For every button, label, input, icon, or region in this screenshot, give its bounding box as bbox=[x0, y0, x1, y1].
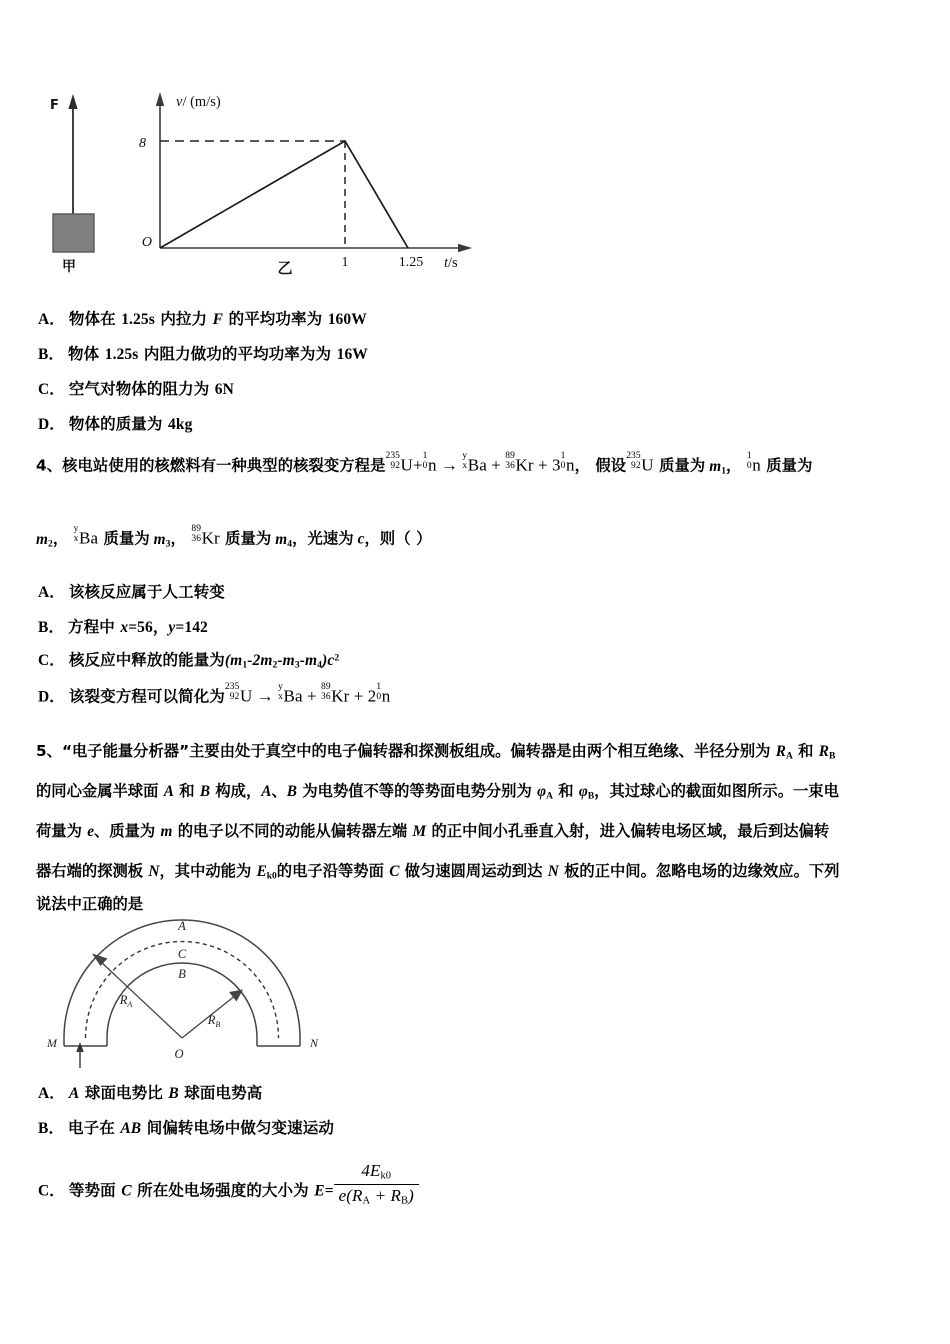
figure-velocity-time-graph bbox=[40, 62, 510, 287]
vt-graph bbox=[139, 92, 472, 277]
label-O: O bbox=[174, 1047, 184, 1061]
q3-option-b: B． 物体 1.25s 内阻力做功的平均功率为为 16W bbox=[38, 345, 368, 363]
figure-hemispherical-analyser bbox=[42, 916, 332, 1076]
q4-option-c-label: C． bbox=[38, 652, 65, 669]
q4-stem-line2: $m_2$， y x Ba 质量为 $m_3$， 89 36 Kr 质量为 $m_4$，光速为 c，则（ ） bbox=[36, 524, 432, 550]
x-axis-label: t/s bbox=[444, 255, 458, 271]
nuclide-kr-m4: 89 36 Kr bbox=[191, 524, 220, 548]
label-B: B bbox=[178, 967, 186, 981]
q4-option-d: D． 该裂变方程可以简化为 235 92 U → y x Ba + 89 36 Kr + 2 1 0 n bbox=[38, 682, 391, 706]
y-axis-label: v/ (m/s) bbox=[176, 94, 221, 110]
q3-option-d: D． 物体的质量为 4kg bbox=[38, 415, 193, 433]
q4-option-a-label: A． bbox=[38, 584, 65, 601]
label-M: M bbox=[47, 1036, 57, 1050]
nuclide-n-m2: 1 0 n bbox=[746, 451, 761, 475]
figure-caption-yi: 乙 bbox=[277, 259, 293, 277]
q3-option-d-label: D． bbox=[38, 416, 65, 433]
nuclide-u235-d: 235 92 U bbox=[224, 682, 253, 706]
label-N: N bbox=[309, 1036, 319, 1050]
q5-option-c-label: C． bbox=[38, 1182, 65, 1200]
q4-number: 4、 bbox=[36, 456, 63, 475]
q5-body-line-3: 荷量为 e、质量为 m 的电子以不同的动能从偏转器左端 M 的正中间小孔垂直入射，进入偏转电场区域，最后到达偏转 bbox=[36, 822, 830, 840]
nuclide-ba: y x Ba bbox=[462, 451, 487, 475]
q5-option-b: B． 电子在 AB 间偏转电场中做匀变速运动 bbox=[38, 1119, 334, 1137]
nuclide-n-d: 1 0 n bbox=[376, 682, 391, 706]
label-A: A bbox=[178, 919, 186, 933]
q5-body-line-2: 的同心金属半球面 A 和 B 构成，A、B 为电势值不等的等势面电势分别为 $\varphi_A$ 和 $\varphi_B$，其过球心的截面如图所示。一束电 bbox=[36, 782, 839, 802]
field-strength-formula: $\frac{4E_{k0}}{e(R_A + R_B)}$ bbox=[334, 1161, 419, 1209]
q5-option-a: A． A 球面电势比 B 球面电势高 bbox=[38, 1084, 263, 1102]
q4-option-a: A． 该核反应属于人工转变 bbox=[38, 583, 225, 601]
q3-option-a: A． 物体在 1.25s 内拉力 F 的平均功率为 160W bbox=[38, 310, 367, 328]
q4-option-b: B． 方程中 x=56，y=142 bbox=[38, 618, 208, 636]
nuclide-n2: 1 0 n bbox=[560, 451, 575, 475]
q4-option-c: C． 核反应中释放的能量为$(m_1-2m_2-m_3-m_4)c^2$ bbox=[38, 651, 340, 671]
q3-option-c-label: C． bbox=[38, 381, 65, 398]
q3-option-b-label: B． bbox=[38, 346, 65, 363]
q4-stem-line1: 4、核电站使用的核燃料有一种典型的核裂变方程是 235 92 U+ 1 0 n → y x Ba + 89 36 Kr + 3 1 0 n， 假设 235 92 U 质量为 $m_1$， 1 0 n 质量为 bbox=[36, 451, 813, 477]
nuclide-kr-d: 89 36 Kr bbox=[321, 682, 350, 706]
q5-option-c: C． 等势面 C 所在处电场强度的大小为 E= $\frac{4E_{k0}}{e(R_A + R_B)}$ bbox=[38, 1168, 419, 1216]
q5-body-line-1: 5、“电子能量分析器”主要由处于真空中的电子偏转器和探测板组成。偏转器是由两个相互绝缘、半径分别为 $R_A$ 和 $R_B$ bbox=[36, 742, 836, 762]
q5-option-a-label: A． bbox=[38, 1085, 65, 1102]
nuclide-u235-2: 235 92 U bbox=[626, 451, 654, 475]
force-label-F: F bbox=[50, 98, 59, 113]
q5-option-b-label: B． bbox=[38, 1120, 65, 1137]
nuclide-n1: 1 0 n bbox=[422, 451, 437, 475]
x-tick-1: 1 bbox=[341, 255, 349, 270]
origin-label: O bbox=[141, 235, 152, 250]
q4-option-b-label: B． bbox=[38, 619, 65, 636]
block-diagram bbox=[53, 94, 94, 252]
y-tick-8: 8 bbox=[139, 136, 146, 151]
figure-caption-jia: 甲 bbox=[62, 259, 76, 275]
nuclide-ba-d: y x Ba bbox=[278, 682, 303, 706]
q5-body-line-4: 器右端的探测板 N，其中动能为 $E_{k0}$的电子沿等势面 C 做匀速圆周运动到达 N 板的正中间。忽略电场的边缘效应。下列 bbox=[36, 862, 840, 882]
label-RA: $R_A$ bbox=[119, 993, 133, 1009]
x-tick-125: 1.25 bbox=[398, 255, 424, 270]
radius-line-RA bbox=[100, 961, 182, 1038]
vt-curve bbox=[160, 141, 408, 248]
label-C: C bbox=[177, 947, 187, 961]
q4-option-d-label: D． bbox=[38, 688, 65, 706]
label-RB: $R_B$ bbox=[207, 1013, 221, 1029]
nuclide-kr: 89 36 Kr bbox=[505, 451, 534, 475]
nuclide-u235: 235 92 U bbox=[385, 451, 413, 475]
q3-option-a-label: A． bbox=[38, 311, 65, 328]
nuclide-ba-m3: y x Ba bbox=[73, 524, 99, 548]
q5-body-line-5: 说法中正确的是 bbox=[36, 895, 144, 913]
q3-option-c: C． 空气对物体的阻力为 6N bbox=[38, 380, 234, 398]
